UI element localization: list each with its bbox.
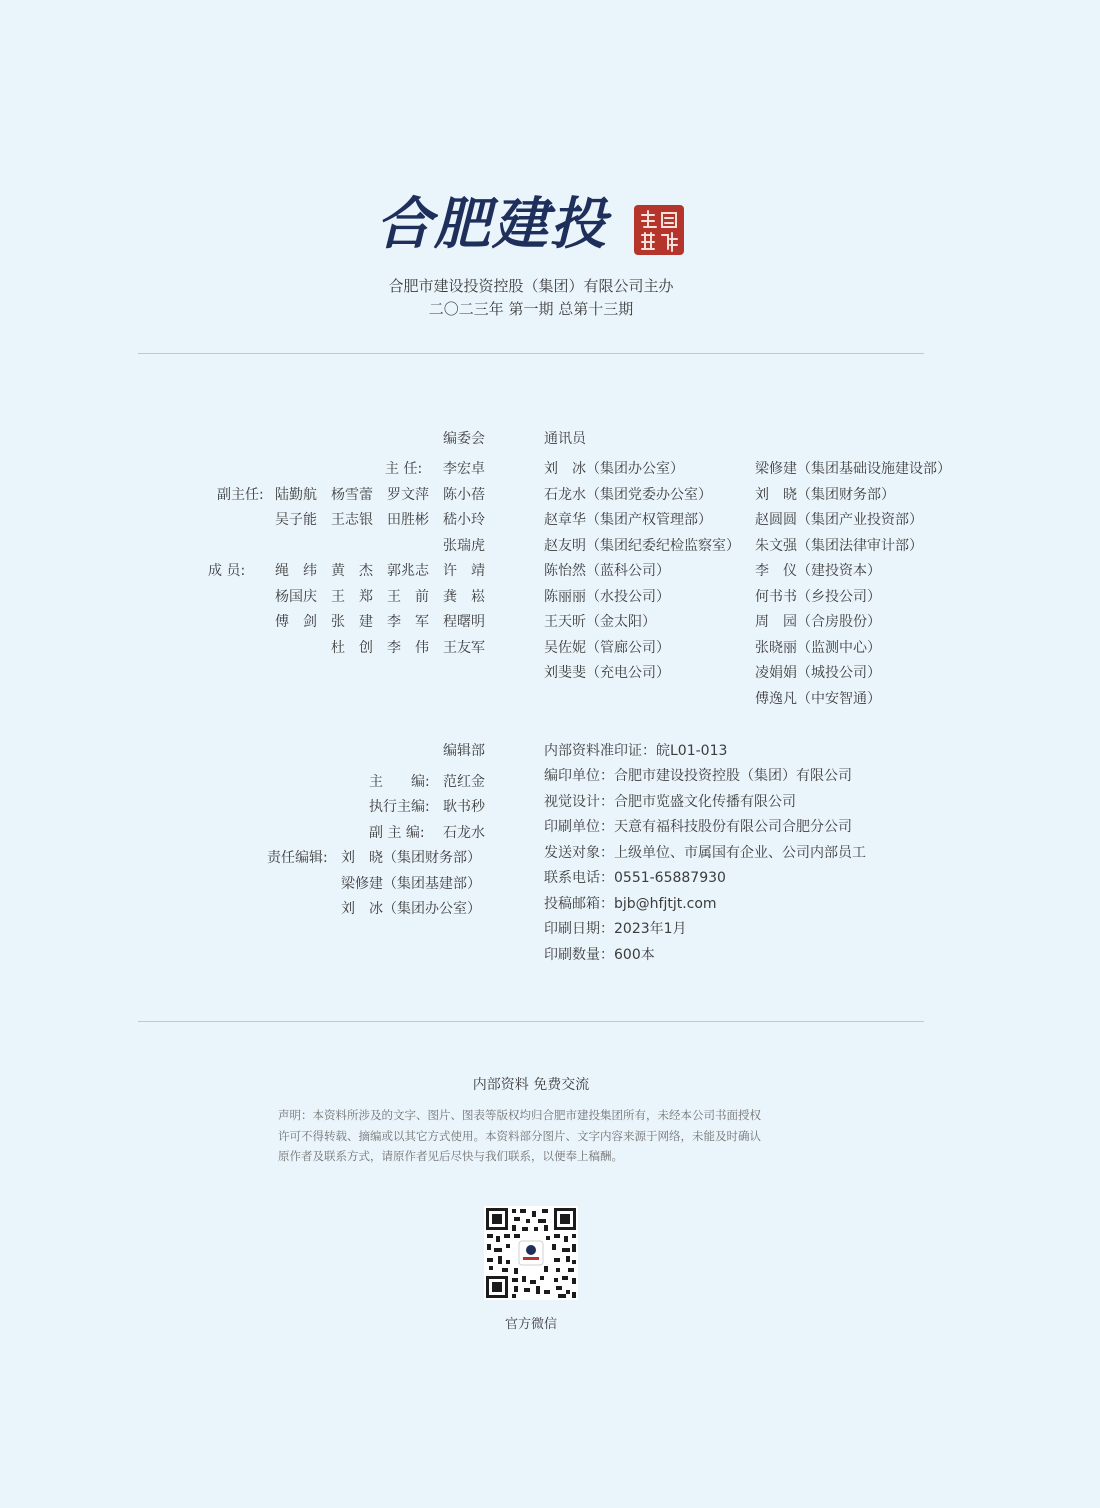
correspondent-item: 朱文强（集团法律审计部） xyxy=(755,538,923,554)
responsible-editor-label: 责任编辑: xyxy=(267,850,328,866)
board-name: 李 军 xyxy=(387,614,429,630)
correspondent-item: 刘 冰（集团办公室） xyxy=(544,461,684,477)
publication-info-item: 印刷数量：600本 xyxy=(544,947,655,963)
publication-info-item: 发送对象：上级单位、市属国有企业、公司内部员工 xyxy=(544,845,866,861)
divider-top xyxy=(138,353,924,354)
director-label: 主 任: xyxy=(385,461,423,477)
publication-info-item: 印刷日期：2023年1月 xyxy=(544,921,687,937)
wechat-qr-code-icon xyxy=(484,1206,578,1300)
board-name: 杨国庆 xyxy=(275,589,317,605)
publication-info-item: 内部资料准印证：皖L01-013 xyxy=(544,743,728,759)
board-name: 陈小蓓 xyxy=(443,487,485,503)
correspondent-item: 梁修建（集团基础设施建设部） xyxy=(755,461,951,477)
deputy-director-label: 副主任: xyxy=(217,487,264,503)
seal-stamp-icon xyxy=(634,205,684,255)
board-name: 罗文萍 xyxy=(387,487,429,503)
board-name: 杨雪蕾 xyxy=(331,487,373,503)
board-name: 郭兆志 xyxy=(387,563,429,579)
correspondent-item: 刘斐斐（充电公司） xyxy=(544,665,670,681)
editorial-dept-heading: 编辑部 xyxy=(443,743,485,759)
copyright-disclaimer xyxy=(278,1105,798,1167)
disclaimer-line: 原作者及联系方式，请原作者见后尽快与我们联系，以便奉上稿酬。 xyxy=(278,1149,623,1163)
correspondent-item: 赵友明（集团纪委纪检监察室） xyxy=(544,538,740,554)
board-name: 嵇小玲 xyxy=(443,512,485,528)
executive-editor-label: 执行主编: xyxy=(369,799,430,815)
magazine-logo: 合肥建投 xyxy=(376,191,608,257)
correspondent-item: 赵章华（集团产权管理部） xyxy=(544,512,712,528)
deputy-editor-label: 副 主 编: xyxy=(369,825,425,841)
correspondent-item: 吴佐妮（管廊公司） xyxy=(544,640,670,656)
correspondent-item: 周 园（合房股份） xyxy=(755,614,881,630)
correspondent-item: 石龙水（集团党委办公室） xyxy=(544,487,712,503)
responsible-editor-item: 刘 冰（集团办公室） xyxy=(341,901,481,917)
publication-info-item: 印刷单位：天意有福科技股份有限公司合肥分公司 xyxy=(544,819,852,835)
board-name: 龚 崧 xyxy=(443,589,485,605)
board-name: 陆勤航 xyxy=(275,487,317,503)
publication-info-item: 视觉设计：合肥市览盛文化传播有限公司 xyxy=(544,794,796,810)
official-wechat-label: 官方微信 xyxy=(504,1317,557,1332)
board-name: 程曙明 xyxy=(443,614,485,630)
publication-info-item: 编印单位：合肥市建设投资控股（集团）有限公司 xyxy=(544,768,852,784)
publication-info-item: 联系电话：0551-65887930 xyxy=(544,870,726,886)
board-name: 王友军 xyxy=(443,640,485,656)
correspondent-item: 王天昕（金太阳） xyxy=(544,614,656,630)
board-name: 王 郑 xyxy=(331,589,373,605)
editorial-board-heading: 编委会 xyxy=(443,431,485,447)
sponsor-line: 合肥市建设投资控股（集团）有限公司主办 xyxy=(388,277,674,295)
board-name: 王志银 xyxy=(331,512,373,528)
divider-bottom xyxy=(138,1021,924,1022)
publication-info-item: 投稿邮箱：bjb@hfjtjt.com xyxy=(544,896,717,912)
responsible-editor-item: 梁修建（集团基建部） xyxy=(341,876,481,892)
board-name: 王 前 xyxy=(387,589,429,605)
editor-in-chief-label: 主 编: xyxy=(369,774,430,790)
board-name: 绳 纬 xyxy=(275,563,317,579)
responsible-editor-item: 刘 晓（集团财务部） xyxy=(341,850,481,866)
correspondent-item: 张晓丽（监测中心） xyxy=(755,640,881,656)
board-name: 黄 杰 xyxy=(331,563,373,579)
board-name: 田胜彬 xyxy=(387,512,429,528)
issue-line: 二〇二三年 第一期 总第十三期 xyxy=(428,300,634,318)
correspondent-item: 傅逸凡（中安智通） xyxy=(755,691,881,707)
correspondent-item: 凌娟娟（城投公司） xyxy=(755,665,881,681)
correspondents-heading: 通讯员 xyxy=(544,431,586,447)
disclaimer-line: 许可不得转载、摘编或以其它方式使用。本资料部分图片、文字内容来源于网络，未能及时确认 xyxy=(278,1128,761,1143)
correspondent-item: 李 仪（建投资本） xyxy=(755,563,881,579)
disclaimer-line: 声明：本资料所涉及的文字、图片、图表等版权均归合肥市建投集团所有，未经本公司书面授权 xyxy=(278,1108,761,1122)
board-name: 张瑞虎 xyxy=(443,538,485,554)
members-label: 成 员: xyxy=(208,563,246,579)
internal-notice-title: 内部资料 免费交流 xyxy=(472,1077,590,1093)
board-name: 张 建 xyxy=(331,614,373,630)
correspondent-item: 赵圆圆（集团产业投资部） xyxy=(755,512,923,528)
correspondent-item: 陈丽丽（水投公司） xyxy=(544,589,670,605)
board-name: 吴子能 xyxy=(275,512,317,528)
executive-editor-name: 耿书秒 xyxy=(443,799,485,815)
board-name: 杜 创 xyxy=(331,640,373,656)
director-name: 李宏卓 xyxy=(443,461,485,477)
editor-in-chief-name: 范红金 xyxy=(443,774,485,790)
correspondent-item: 陈怡然（蓝科公司） xyxy=(544,563,670,579)
board-name: 许 靖 xyxy=(443,563,485,579)
deputy-editor-name: 石龙水 xyxy=(443,825,485,841)
board-name: 李 伟 xyxy=(387,640,429,656)
board-name: 傅 剑 xyxy=(275,614,317,630)
correspondent-item: 刘 晓（集团财务部） xyxy=(755,487,895,503)
correspondent-item: 何书书（乡投公司） xyxy=(755,589,881,605)
